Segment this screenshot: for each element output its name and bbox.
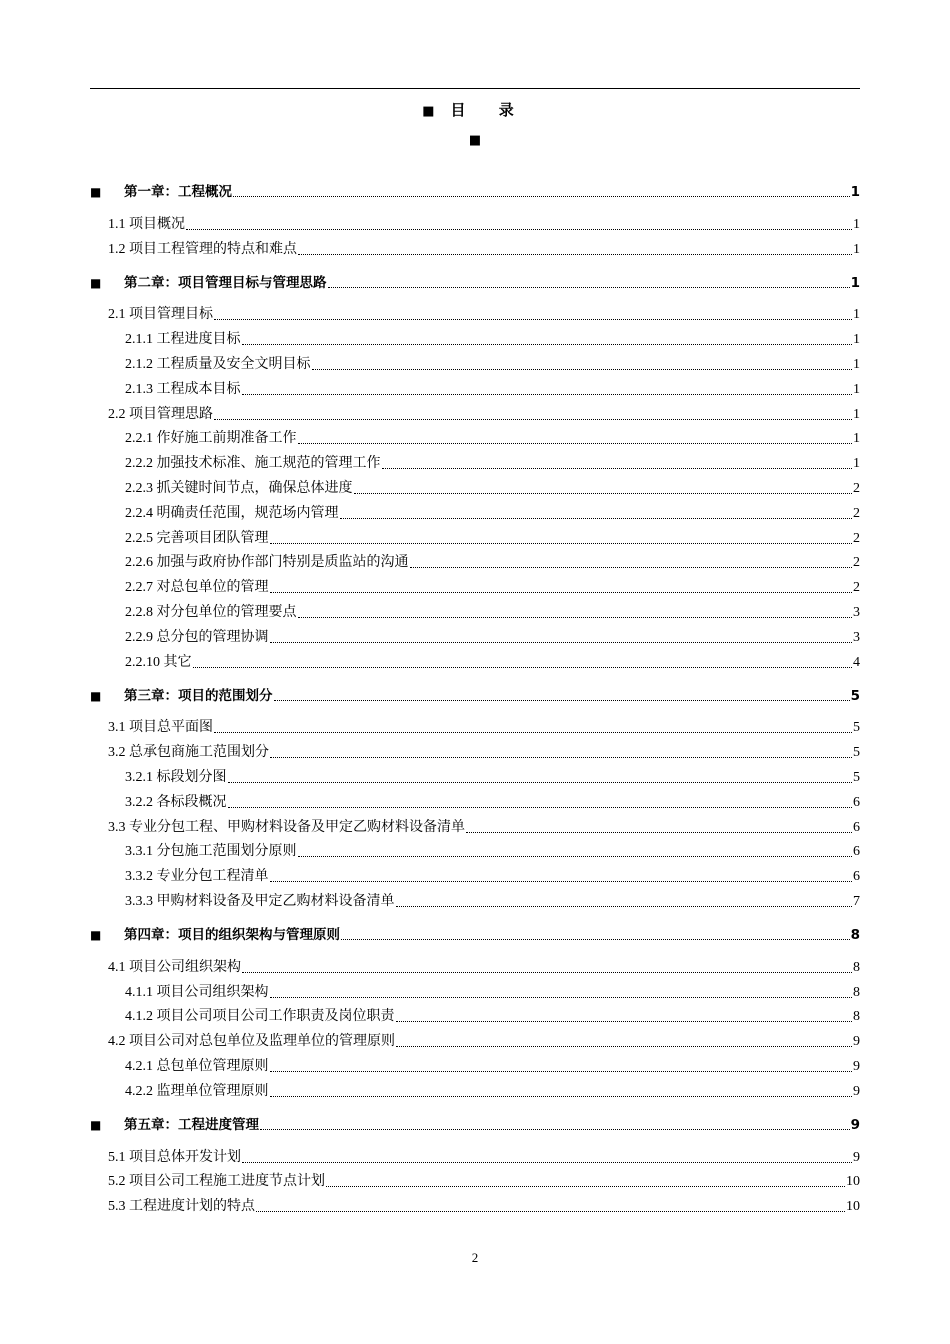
toc-page-number: 9 <box>850 1116 860 1133</box>
toc-entry-label <box>125 356 311 374</box>
toc-entry-label <box>125 554 409 572</box>
toc-entry[interactable] <box>90 1076 860 1101</box>
toc-page-number: 9 <box>853 1083 860 1099</box>
toc-entry-text: 第一章：工程概况 <box>124 184 232 200</box>
sub-bullet-icon: ■ <box>468 133 482 148</box>
toc-entry[interactable] <box>90 787 860 812</box>
toc-entry-label <box>125 505 339 523</box>
toc-page-number: 5 <box>853 745 860 761</box>
toc-entry-label <box>90 926 340 944</box>
toc-page-number: 1 <box>853 431 860 447</box>
toc-entry[interactable] <box>90 647 860 672</box>
toc-entry-label <box>108 216 185 234</box>
dot-leader <box>396 1046 852 1047</box>
dot-leader <box>312 369 853 370</box>
toc-entry-text: 1.1 项目概况 <box>108 216 185 232</box>
toc-entry-label <box>125 530 269 548</box>
toc-entry[interactable] <box>90 1026 860 1051</box>
dot-leader <box>186 229 852 230</box>
toc-entry-label <box>125 843 297 861</box>
toc-entry[interactable] <box>90 680 860 705</box>
toc-entry-text: 5.1 项目总体开发计划 <box>108 1149 241 1165</box>
toc-entry-label <box>125 430 297 448</box>
toc-entry-label <box>125 654 192 672</box>
toc-title-text: 目 录 <box>450 101 528 119</box>
toc-entry-text: 第五章：工程进度管理 <box>124 1116 259 1133</box>
toc-entry-label <box>125 331 241 349</box>
toc-entry-text: 2.1.3 工程成本目标 <box>125 381 241 397</box>
toc-entry-text: 2.2.8 对分包单位的管理要点 <box>125 604 297 620</box>
toc-entry-text: 3.2.1 标段划分图 <box>125 769 227 785</box>
dot-leader <box>214 319 852 320</box>
toc-entry[interactable] <box>90 374 860 399</box>
toc-entry-label <box>125 769 227 787</box>
toc-page-number: 1 <box>853 406 860 422</box>
toc-page-number: 6 <box>853 819 860 835</box>
dot-leader <box>214 732 852 733</box>
toc-entry-label <box>90 274 327 292</box>
dot-leader <box>466 832 852 833</box>
chapter-bullet-icon: ■ <box>90 275 102 290</box>
toc-page-number: 1 <box>853 241 860 257</box>
dot-leader <box>340 518 853 519</box>
dot-leader <box>298 443 853 444</box>
toc-page-number: 1 <box>850 274 860 291</box>
toc-entry-text: 2.2.1 作好施工前期准备工作 <box>125 431 297 447</box>
dot-leader <box>382 468 853 469</box>
toc-page-number: 2 <box>853 530 860 546</box>
toc-entry-label <box>125 794 227 812</box>
toc-entry-label <box>90 1116 259 1134</box>
toc-entry[interactable] <box>90 919 860 944</box>
dot-leader <box>270 543 853 544</box>
dot-leader <box>270 881 853 882</box>
dot-leader <box>270 1071 853 1072</box>
toc-entry-text: 3.3.3 甲购材料设备及甲定乙购材料设备清单 <box>125 893 395 909</box>
toc-page-number: 8 <box>853 1009 860 1025</box>
toc-page-number: 6 <box>853 844 860 860</box>
chapter-bullet-icon: ■ <box>90 185 102 199</box>
toc-entry-text: 第二章：项目管理目标与管理思路 <box>124 274 327 291</box>
toc-entry-text: 第四章：项目的组织架构与管理原则 <box>124 926 340 943</box>
toc-entry-text: 3.2.2 各标段概况 <box>125 794 227 810</box>
toc-entry-label <box>90 183 232 201</box>
toc-page-number: 8 <box>853 984 860 1000</box>
toc-entry[interactable] <box>90 737 860 762</box>
toc-entry-text: 5.2 项目公司工程施工进度节点计划 <box>108 1174 325 1190</box>
toc-entry[interactable] <box>90 176 860 201</box>
toc-entry-text: 2.2 项目管理思路 <box>108 406 213 422</box>
dot-leader <box>270 592 853 593</box>
toc-page-number: 1 <box>853 381 860 397</box>
toc-entry[interactable] <box>90 713 860 738</box>
toc-entry-label <box>108 406 213 424</box>
toc-entry[interactable] <box>90 1051 860 1076</box>
dot-leader <box>270 757 852 758</box>
dot-leader <box>270 1096 853 1097</box>
toc-entry-text: 4.1.2 项目公司项目公司工作职责及岗位职责 <box>125 1009 395 1025</box>
dot-leader <box>396 1021 853 1022</box>
toc-entry-label <box>125 381 241 399</box>
dot-leader <box>328 287 850 288</box>
toc-page-number: 2 <box>853 505 860 521</box>
dot-leader <box>270 642 853 643</box>
toc-page-number: 5 <box>850 687 860 704</box>
dot-leader <box>242 344 853 345</box>
toc-entry[interactable] <box>90 498 860 523</box>
toc-entry[interactable] <box>90 597 860 622</box>
dot-leader <box>298 856 853 857</box>
toc-entry-label <box>125 579 269 597</box>
table-of-contents <box>90 168 860 1216</box>
dot-leader <box>274 700 850 701</box>
toc-page-number: 1 <box>853 307 860 323</box>
dot-leader <box>326 1186 845 1187</box>
toc-entry[interactable] <box>90 886 860 911</box>
toc-entry[interactable] <box>90 1109 860 1134</box>
dot-leader <box>242 972 852 973</box>
toc-entry-text: 3.3 专业分包工程、甲购材料设备及甲定乙购材料设备清单 <box>108 819 465 835</box>
toc-entry[interactable] <box>90 762 860 787</box>
toc-entry-label <box>125 1008 395 1026</box>
toc-page-number: 8 <box>853 959 860 975</box>
toc-entry-label <box>125 629 269 647</box>
toc-page-number: 10 <box>846 1174 860 1190</box>
toc-page-number: 9 <box>853 1149 860 1165</box>
dot-leader <box>228 782 853 783</box>
toc-entry-text: 1.2 项目工程管理的特点和难点 <box>108 241 297 257</box>
toc-entry-text: 5.3 工程进度计划的特点 <box>108 1199 255 1215</box>
toc-page-number: 9 <box>853 1058 860 1074</box>
toc-entry-label <box>125 1058 269 1076</box>
toc-entry-text: 3.3.2 专业分包工程清单 <box>125 869 269 885</box>
toc-entry-text: 第三章：项目的范围划分 <box>124 687 273 704</box>
chapter-bullet-icon: ■ <box>90 1117 102 1132</box>
toc-entry-label <box>90 687 273 705</box>
toc-entry-label <box>108 1033 395 1051</box>
toc-page-number: 2 <box>853 555 860 571</box>
toc-entry-label <box>108 819 465 837</box>
toc-page-number: 3 <box>853 629 860 645</box>
toc-page-number: 4 <box>853 654 860 670</box>
toc-entry[interactable] <box>90 548 860 573</box>
chapter-bullet-icon: ■ <box>90 688 102 703</box>
toc-entry[interactable] <box>90 399 860 424</box>
toc-entry-label <box>108 241 297 259</box>
toc-entry-label <box>108 1149 241 1167</box>
toc-entry[interactable] <box>90 209 860 234</box>
dot-leader <box>242 1162 852 1163</box>
toc-entry[interactable] <box>90 424 860 449</box>
toc-entry-text: 2.2.4 明确责任范围，规范场内管理 <box>125 505 339 521</box>
toc-entry-label <box>125 893 395 911</box>
title-bullet-icon: ■ <box>422 104 435 119</box>
toc-entry-text: 2.2.10 其它 <box>125 654 192 670</box>
toc-entry[interactable] <box>90 812 860 837</box>
toc-entry-text: 4.2.2 监理单位管理原则 <box>125 1083 269 1099</box>
toc-entry[interactable] <box>90 1167 860 1192</box>
toc-page-number: 3 <box>853 604 860 620</box>
toc-entry-text: 2.1.1 工程进度目标 <box>125 332 241 348</box>
toc-entry-text: 4.1.1 项目公司组织架构 <box>125 984 269 1000</box>
dot-leader <box>396 906 853 907</box>
dot-leader <box>242 394 853 395</box>
toc-entry-text: 4.1 项目公司组织架构 <box>108 959 241 975</box>
header-rule <box>90 88 860 89</box>
toc-entry[interactable] <box>90 952 860 977</box>
dot-leader <box>298 617 853 618</box>
toc-entry-label <box>108 744 269 762</box>
dot-leader <box>354 493 853 494</box>
toc-entry-label <box>125 984 269 1002</box>
toc-entry-text: 2.1 项目管理目标 <box>108 307 213 323</box>
toc-entry-text: 2.2.9 总分包的管理协调 <box>125 629 269 645</box>
toc-page-number: 8 <box>850 926 860 943</box>
toc-entry-text: 2.1.2 工程质量及安全文明目标 <box>125 356 311 372</box>
dot-leader <box>214 419 852 420</box>
toc-entry-label <box>108 959 241 977</box>
toc-page-number: 9 <box>853 1034 860 1050</box>
toc-entry[interactable] <box>90 837 860 862</box>
chapter-bullet-icon: ■ <box>90 927 102 942</box>
toc-entry[interactable] <box>90 523 860 548</box>
dot-leader <box>233 196 850 197</box>
toc-entry-text: 2.2.3 抓关键时间节点，确保总体进度 <box>125 480 353 496</box>
toc-entry[interactable] <box>90 1002 860 1027</box>
toc-entry-label <box>125 455 381 473</box>
toc-entry-label <box>125 1083 269 1101</box>
toc-entry-text: 4.2.1 总包单位管理原则 <box>125 1058 269 1074</box>
toc-entry[interactable] <box>90 1191 860 1216</box>
toc-entry[interactable] <box>90 349 860 374</box>
dot-leader <box>410 567 853 568</box>
toc-entry-label <box>125 480 353 498</box>
toc-entry-text: 3.3.1 分包施工范围划分原则 <box>125 844 297 860</box>
toc-entry[interactable] <box>90 1142 860 1167</box>
toc-entry-text: 3.2 总承包商施工范围划分 <box>108 745 269 761</box>
toc-page-number: 1 <box>850 184 860 200</box>
dot-leader <box>193 667 853 668</box>
toc-page-number: 1 <box>853 356 860 372</box>
toc-page-number: 1 <box>853 456 860 472</box>
toc-title <box>0 99 950 120</box>
toc-entry[interactable] <box>90 622 860 647</box>
toc-page-number: 6 <box>853 869 860 885</box>
toc-entry[interactable] <box>90 324 860 349</box>
toc-entry[interactable] <box>90 300 860 325</box>
toc-page-number: 7 <box>853 893 860 909</box>
dot-leader <box>260 1129 850 1130</box>
toc-page-number: 5 <box>853 769 860 785</box>
toc-entry-label <box>108 1173 325 1191</box>
toc-entry-label <box>125 604 297 622</box>
dot-leader <box>270 997 853 998</box>
toc-page-number: 10 <box>846 1199 860 1215</box>
toc-entry-text: 3.1 项目总平面图 <box>108 720 213 736</box>
toc-entry-text: 2.2.5 完善项目团队管理 <box>125 530 269 546</box>
toc-page-number: 2 <box>853 580 860 596</box>
toc-entry-label <box>108 1198 255 1216</box>
toc-entry-text: 2.2.7 对总包单位的管理 <box>125 580 269 596</box>
dot-leader <box>256 1211 845 1212</box>
toc-entry-text: 4.2 项目公司对总包单位及监理单位的管理原则 <box>108 1034 395 1050</box>
dot-leader <box>298 254 852 255</box>
toc-entry-text: 2.2.2 加强技术标准、施工规范的管理工作 <box>125 456 381 472</box>
dot-leader <box>228 807 853 808</box>
dot-leader <box>341 939 850 940</box>
toc-page-number: 1 <box>853 332 860 348</box>
toc-entry-text: 2.2.6 加强与政府协作部门特别是质监站的沟通 <box>125 555 409 571</box>
toc-entry[interactable] <box>90 861 860 886</box>
toc-page-number: 1 <box>853 216 860 232</box>
toc-entry[interactable] <box>90 267 860 292</box>
toc-entry-label <box>108 306 213 324</box>
toc-entry[interactable] <box>90 234 860 259</box>
toc-entry-label <box>108 719 213 737</box>
toc-page-number: 6 <box>853 794 860 810</box>
toc-page-number: 2 <box>853 480 860 496</box>
toc-page-number: 5 <box>853 720 860 736</box>
toc-entry[interactable] <box>90 572 860 597</box>
toc-entry[interactable] <box>90 448 860 473</box>
toc-entry-label <box>125 868 269 886</box>
toc-entry[interactable] <box>90 977 860 1002</box>
toc-entry[interactable] <box>90 473 860 498</box>
page-number: 2 <box>471 1250 479 1265</box>
